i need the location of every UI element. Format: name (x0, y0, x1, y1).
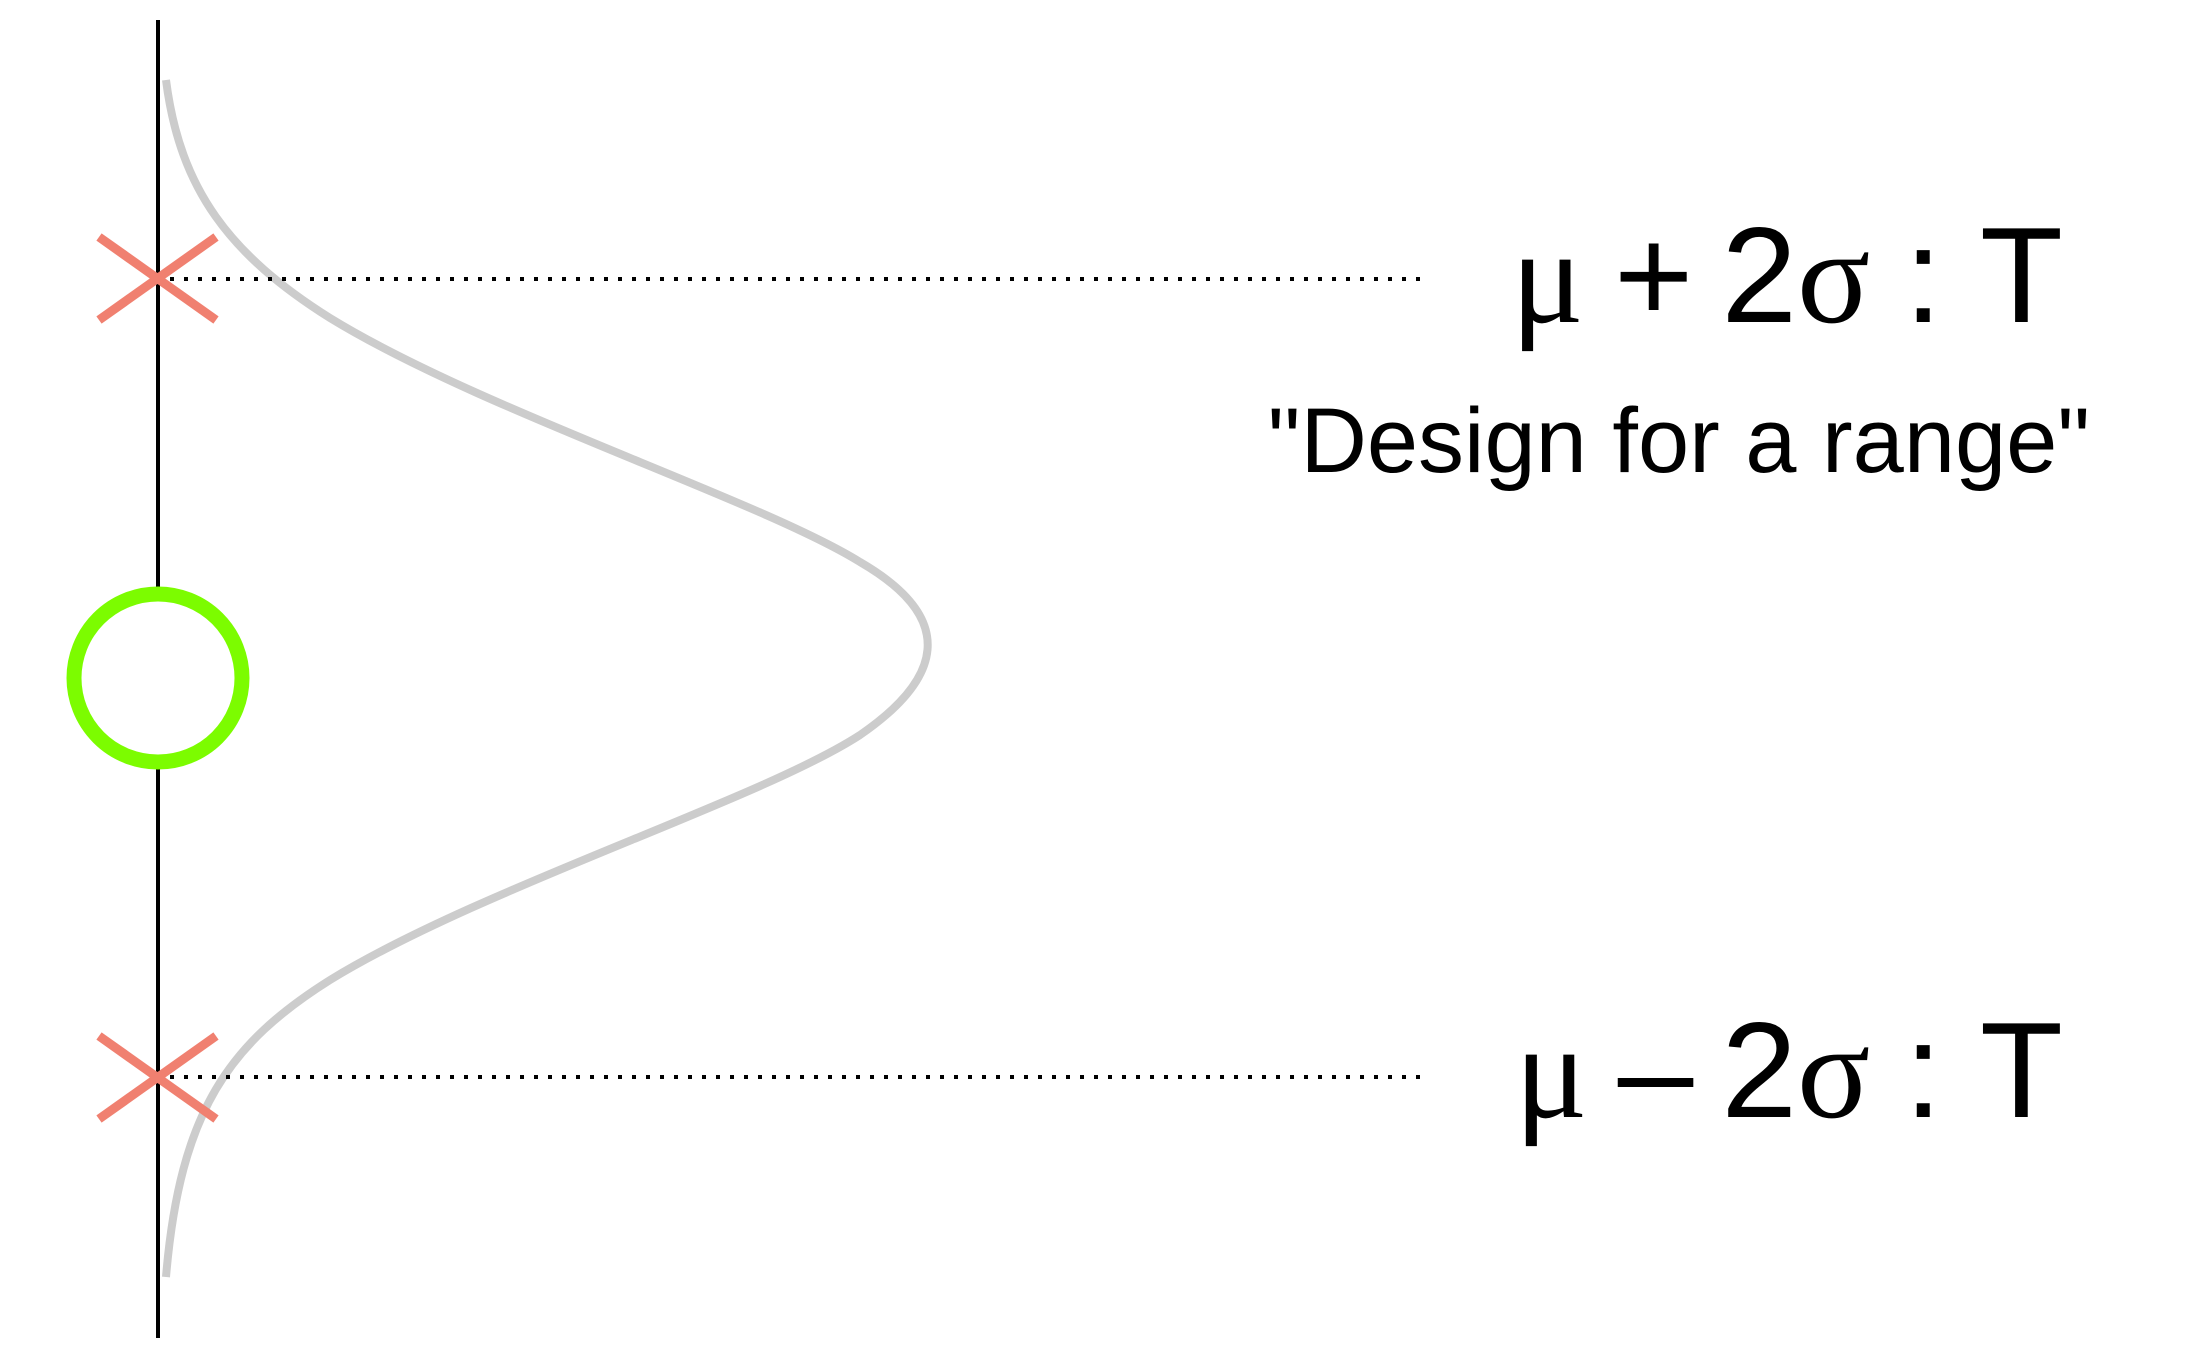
lower-formula-label (1515, 994, 2063, 1147)
lower-suffix: : T (1904, 994, 2063, 1146)
upper-mu: μ (1511, 202, 1584, 352)
design-note: "Design for a range" (1267, 390, 2090, 492)
upper-suffix: : T (1904, 199, 2063, 351)
lower-coefficient: 2 (1721, 994, 1798, 1146)
upper-sigma: σ (1797, 202, 1871, 352)
lower-mu: μ (1514, 997, 1588, 1147)
bell-curve (166, 80, 928, 1277)
upper-coefficient: 2 (1721, 199, 1798, 351)
lower-sigma: σ (1797, 997, 1871, 1147)
upper-formula-label (1511, 199, 2063, 352)
upper-operator: + (1613, 199, 1694, 351)
center-circle-icon (74, 594, 242, 762)
lower-operator: – (1617, 994, 1694, 1146)
